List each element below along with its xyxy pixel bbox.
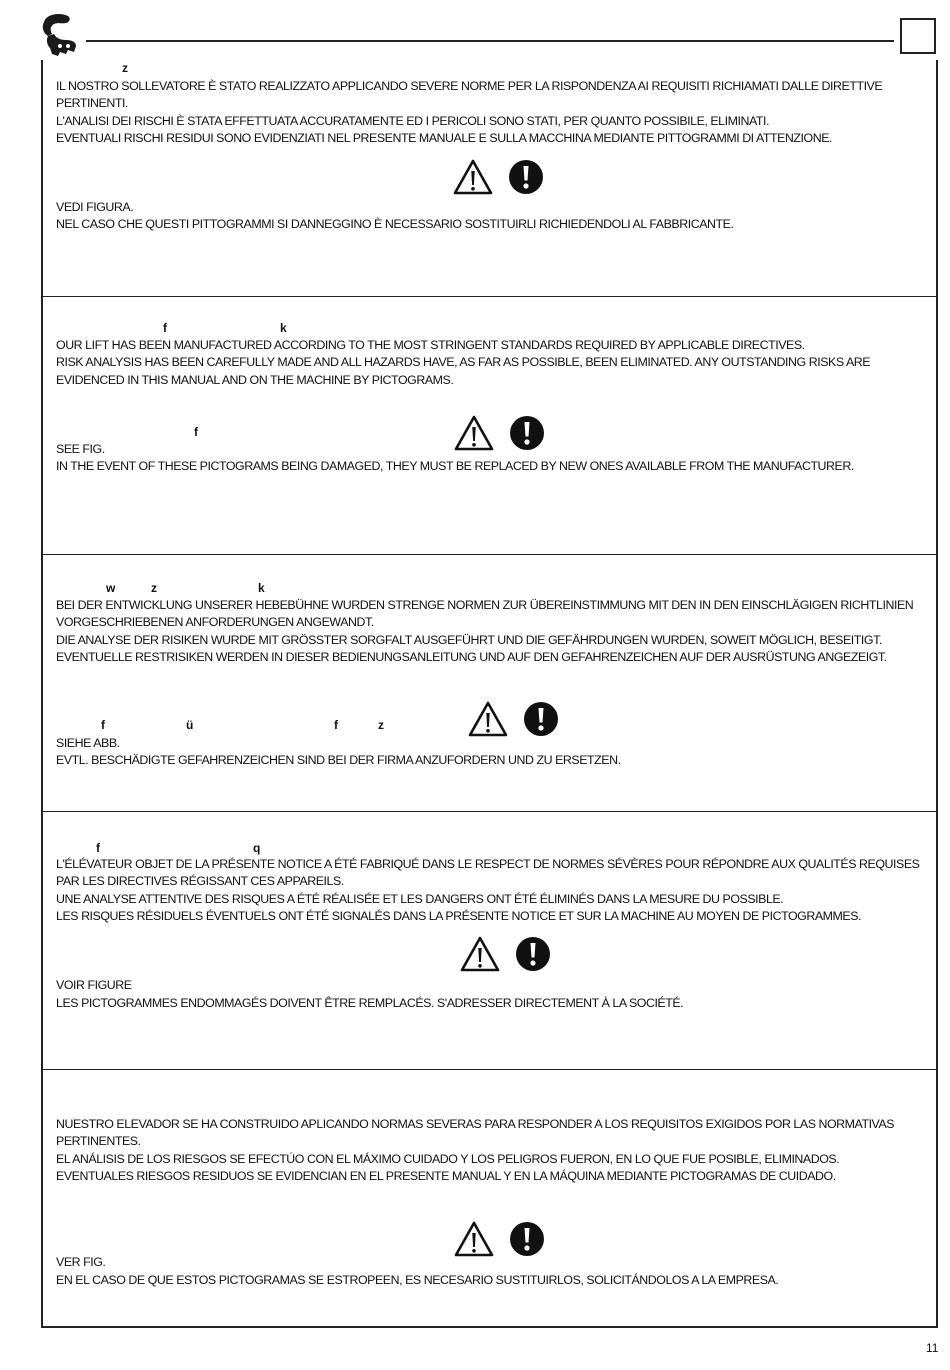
see-figure-label: VER FIG.	[56, 1255, 106, 1269]
heading-fragment: z	[122, 61, 128, 75]
section-german	[56, 555, 930, 811]
warning-pictograms	[453, 1220, 545, 1258]
replacement-note: LES PICTOGRAMMES ENDOMMAGÉS DOIVENT ÊTRE REMPLACÉS. S'ADRESSER DIRECTEMENT À LA SOCIÉTÉ.	[56, 996, 684, 1010]
heading-fragment: f	[163, 321, 167, 335]
warning-triangle-icon	[453, 1220, 495, 1258]
replacement-note: NEL CASO CHE QUESTI PITTOGRAMMI SI DANNEGGINO È NECESSARIO SOSTITUIRLI RICHIEDENDOLI AL FABBRICANTE.	[56, 217, 734, 231]
exclamation-circle-icon	[515, 935, 551, 973]
company-logo	[38, 12, 82, 58]
heading-fragment: q	[253, 841, 261, 855]
section-body: L'ÉLÉVATEUR OBJET DE LA PRÉSENTE NOTICE A ÉTÉ FABRIQUÉ DANS LE RESPECT DE NORMES SÉVÈRES POUR RÉPONDRE AUX QUALITÉS REQUISES PAR LES DIRECTIVES RÉGISSANT CES APPAREILS. UNE ANALYSE ATTENTIVE DES RISQUES A ÉTÉ RÉALISÉE ET LES DANGERS ONT ÉTÉ ÉLIMINÉS DANS LA MESURE DU POSSIBLE. LES RISQUES RÉSIDUELS ÉVENTUELS ONT ÉTÉ SIGNALÉS DANS LA PRÉSENTE NOTICE ET SUR LA MACHINE AU MOYEN DE PICTOGRAMMES.	[56, 857, 920, 924]
sub-fragment: f	[101, 718, 105, 732]
exclamation-circle-icon	[509, 1220, 545, 1258]
replacement-note: IN THE EVENT OF THESE PICTOGRAMS BEING DAMAGED, THEY MUST BE REPLACED BY NEW ONES AVAILABLE FROM THE MANUFACTURER.	[56, 459, 854, 473]
sub-fragment: f	[194, 425, 198, 439]
replacement-note: EN EL CASO DE QUE ESTOS PICTOGRAMAS SE ESTROPEEN, ES NECESARIO SUSTITUIRLOS, SOLICITÁNDOLOS A LA EMPRESA.	[56, 1273, 779, 1287]
section-body: IL NOSTRO SOLLEVATORE È STATO REALIZZATO APPLICANDO SEVERE NORME PER LA RISPONDENZA AI REQUISITI RICHIAMATI DALLE DIRETTIVE PERTINENTI. L'ANALISI DEI RISCHI È STATA EFFETTUATA ACCURATAMENTE ED I PERICOLI SONO STATI, PER QUANTO POSSIBILE, ELIMINATI. EVENTUALI RISCHI RESIDUI SONO EVIDENZIATI NEL PRESENTE MANUALE E SULLA MACCHINA MEDIANTE PITTOGRAMMI DI ATTENZIONE.	[56, 79, 883, 146]
sub-fragment: ü	[186, 718, 194, 732]
warning-triangle-icon	[459, 935, 501, 973]
heading-fragment: w	[106, 581, 116, 595]
section-french	[56, 812, 930, 1069]
heading-fragment: z	[151, 581, 157, 595]
exclamation-circle-icon	[508, 158, 544, 196]
warning-pictograms	[452, 158, 544, 196]
section-italian	[56, 60, 930, 296]
heading-fragment: f	[96, 841, 100, 855]
heading-fragment: k	[280, 321, 287, 335]
section-spanish	[56, 1070, 930, 1327]
section-body: OUR LIFT HAS BEEN MANUFACTURED ACCORDING TO THE MOST STRINGENT STANDARDS REQUIRED BY APPLICABLE DIRECTIVES. RISK ANALYSIS HAS BEEN CAREFULLY MADE AND ALL HAZARDS HAVE, AS FAR AS POSSIBLE, BEEN ELIMINATED. ANY OUTSTANDING RISKS ARE EVIDENCED IN THIS MANUAL AND ON THE MACHINE BY PICTOGRAMS.	[56, 338, 871, 387]
warning-pictograms	[459, 935, 551, 973]
warning-pictograms	[467, 700, 559, 738]
sub-fragment: f	[334, 718, 338, 732]
section-english	[56, 297, 930, 554]
warning-triangle-icon	[467, 700, 509, 738]
see-figure-label: VEDI FIGURA.	[56, 200, 134, 214]
sub-fragment: z	[378, 718, 384, 732]
heading-fragment: k	[258, 581, 265, 595]
exclamation-circle-icon	[523, 700, 559, 738]
see-figure-label: SIEHE ABB.	[56, 736, 120, 750]
page-number: 11	[926, 1341, 939, 1355]
header-rule	[86, 40, 894, 42]
see-figure-label: VOIR FIGURE	[56, 978, 132, 992]
section-body: NUESTRO ELEVADOR SE HA CONSTRUIDO APLICANDO NORMAS SEVERAS PARA RESPONDER A LOS REQUISITOS EXIGIDOS POR LAS NORMATIVAS PERTINENTES. EL ANÁLISIS DE LOS RIESGOS SE EFECTÚO CON EL MÁXIMO CUIDADO Y LOS PELIGROS FUERON, EN LO QUE FUE POSIBLE, ELIMINADOS. EVENTUALES RIESGOS RESIDUOS SE EVIDENCIAN EN EL PRESENTE MANUAL Y EN LA MÁQUINA MEDIANTE PICTOGRAMAS DE CUIDADO.	[56, 1117, 895, 1184]
section-body: BEI DER ENTWICKLUNG UNSERER HEBEBÜHNE WURDEN STRENGE NORMEN ZUR ÜBEREINSTIMMUNG MIT DEN IN DEN EINSCHLÄGIGEN RICHTLINIEN VORGESCHRIEBENEN ANFORDERUNGEN ANGEWANDT. DIE ANALYSE DER RISIKEN WURDE MIT GRÖSSTER SORGFALT AUSGEFÜHRT UND DIE GEFÄHRDUNGEN WURDEN, SOWEIT MÖGLICH, BESEITIGT. EVENTUELLE RESTRISIKEN WERDEN IN DIESER BEDIENUNGSANLEITUNG UND AUF DEN GEFAHRENZEICHEN AUF DER AUSRÜSTUNG ANGEZEIGT.	[56, 598, 914, 665]
corner-box	[900, 18, 936, 54]
see-figure-label: SEE FIG.	[56, 442, 105, 456]
replacement-note: EVTL. BESCHÄDIGTE GEFAHRENZEICHEN SIND BEI DER FIRMA ANZUFORDERN UND ZU ERSETZEN.	[56, 753, 621, 767]
warning-triangle-icon	[452, 158, 494, 196]
